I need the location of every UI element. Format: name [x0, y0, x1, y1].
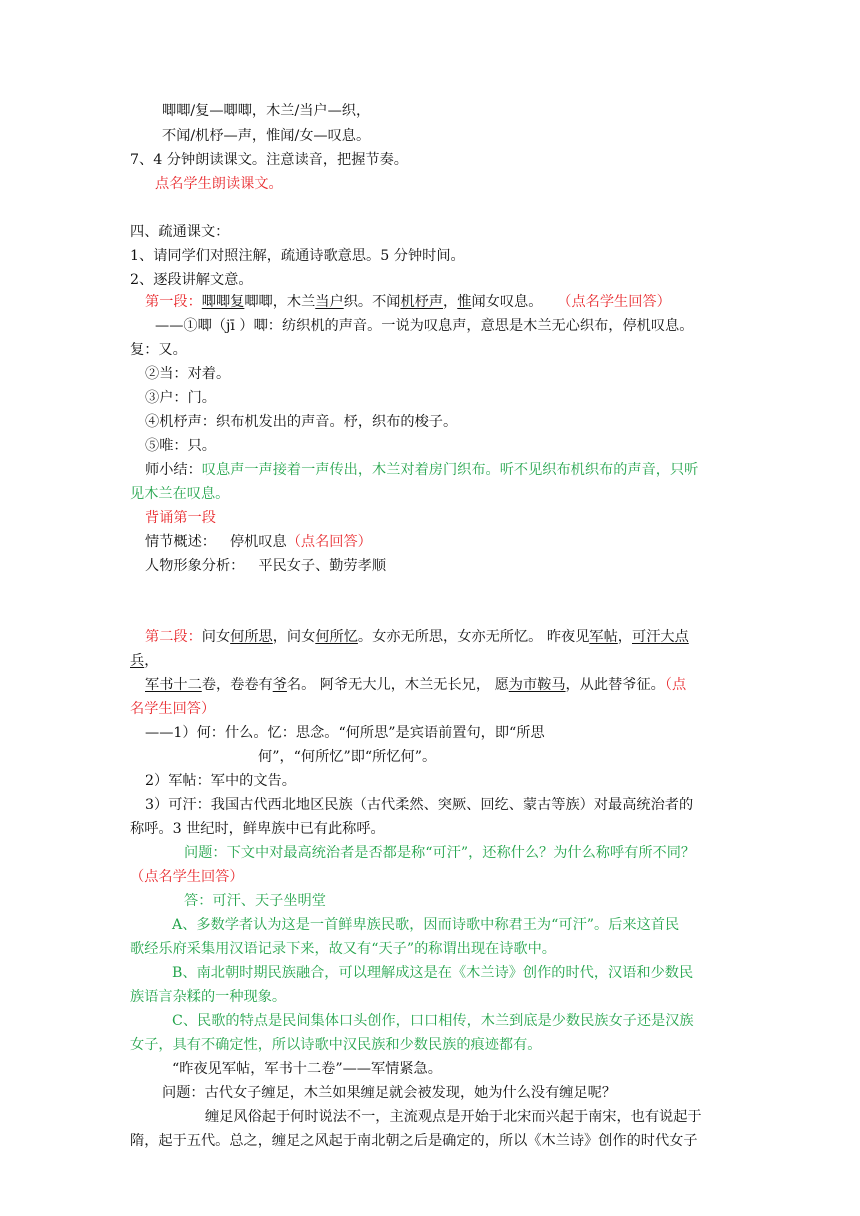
paragraph-2-text-4: 名学生回答）	[130, 701, 216, 717]
plot-summary: 情节概述： 停机叹息（点名回答）	[145, 534, 372, 550]
paragraph-2-text-1: 第二段：问女何所思，问女何所忆。女亦无所思，女亦无所忆。 昨夜见军帖，可汗大点	[145, 629, 689, 645]
annotation-ji: ——①唧（jī ）唧：纺织机的声音。一说为叹息声，意思是木兰无心织布，停机叹息。	[155, 318, 694, 334]
question-kehan: 问题：下文中对最高统治者是否都是称“可汗”，还称什么？为什么称呼有所不同？	[184, 845, 696, 861]
question-kehan-ask: （点名学生回答）	[130, 869, 244, 885]
annotation-hu: ③户：门。	[145, 390, 216, 406]
poem-rhythm-line-2: 不闻/机杼—声，惟闻/女—叹息。	[162, 128, 371, 144]
keyword-danghu: 当户	[315, 294, 344, 310]
answer-point-c-cont: 女子，具有不确定性，所以诗歌中汉民族和少数民族的痕迹都有。	[130, 1037, 542, 1053]
step-7-instruction: 7、4 分钟朗读课文。注意读音，把握节奏。	[130, 152, 408, 168]
poem-rhythm-line-1: 唧唧/复—唧唧，木兰/当户—织，	[162, 103, 371, 119]
annotation-wei: ⑤唯：只。	[145, 438, 216, 454]
step-2-instruction: 2、逐段讲解文意。	[130, 272, 253, 288]
keyword-jijifu: 唧唧复	[201, 294, 245, 310]
military-urgency-note: “昨夜见军帖，军书十二卷”——军情紧急。	[172, 1061, 442, 1077]
character-analysis: 人物形象分析： 平民女子、勤劳孝顺	[145, 558, 387, 574]
paragraph-2-label: 第二段：	[145, 629, 202, 645]
answer-point-a: A、多数学者认为这是一首鲜卑族民歌，因而诗歌中称君王为“可汗”。后来这首民	[172, 917, 680, 933]
paragraph-1-text: 第一段：唧唧复唧唧，木兰当户织。不闻机杼声，惟闻女叹息。 （点名学生回答）	[145, 294, 671, 310]
answer-point-b-cont: 族语言杂糅的一种现象。	[130, 989, 287, 1005]
answer-kehan: 答：可汗、天子坐明堂	[184, 893, 326, 909]
step-1-instruction: 1、请同学们对照注解，疏通诗歌意思。5 分钟时间。	[130, 248, 465, 264]
annotation-he-cont: 何”，“何所忆”即“所忆何”。	[258, 749, 437, 765]
annotation-jizhusheng: ④机杼声：织布机发出的声音。杼，织布的梭子。	[145, 414, 458, 430]
keyword-jizhusheng: 机杼声	[400, 294, 444, 310]
answer-footbinding-cont: 隋，起于五代。总之，缠足之风起于南北朝之后是确定的，所以《木兰诗》创作的时代女子	[130, 1133, 698, 1149]
annotation-juntie: 2）军帖：军中的文告。	[145, 773, 296, 789]
keyword-wei: 惟	[457, 294, 472, 310]
paragraph-1-label: 第一段：	[145, 294, 202, 310]
answer-footbinding: 缠足风俗起于何时说法不一，主流观点是开始于北宋而兴起于南宋，也有说起于	[205, 1109, 702, 1125]
answer-point-c: C、民歌的特点是民间集体口头创作，口口相传，木兰到底是少数民族女子还是汉族	[172, 1013, 694, 1029]
paragraph-2-text-3: 军书十二卷，卷卷有爷名。 阿爷无大儿，木兰无长兄， 愿为市鞍马，从此替爷征。（点	[145, 677, 687, 693]
teacher-summary: 师小结：叹息声一声接着一声传出，木兰对着房门织布。听不见织布机织布的声音，只听	[145, 462, 699, 478]
paragraph-2-text-2: 兵，	[130, 653, 159, 669]
teacher-note-answer: （点名学生回答）	[564, 294, 671, 310]
recite-note: 背诵第一段	[145, 510, 216, 526]
section-heading-4: 四、疏通课文：	[130, 224, 230, 240]
annotation-kehan: 3）可汗：我国古代西北地区民族（古代柔然、突厥、回纥、蒙古等族）对最高统治者的	[145, 797, 694, 813]
annotation-dang: ②当：对着。	[145, 366, 231, 382]
answer-point-a-cont: 歌经乐府采集用汉语记录下来，故又有“天子”的称谓出现在诗歌中。	[130, 941, 556, 957]
annotation-he: ——1）何：什么。忆：思念。“何所思”是宾语前置句，即“所思	[145, 725, 545, 741]
question-footbinding: 问题：古代女子缠足，木兰如果缠足就会被发现，她为什么没有缠足呢？	[162, 1085, 617, 1101]
annotation-fu: 复：又。	[130, 342, 187, 358]
annotation-kehan-cont: 称呼。3 世纪时，鲜卑族中已有此称呼。	[130, 821, 385, 837]
teacher-note-read-aloud: 点名学生朗读课文。	[155, 176, 283, 192]
teacher-summary-cont: 见木兰在叹息。	[130, 486, 230, 502]
answer-point-b: B、南北朝时期民族融合，可以理解成这是在《木兰诗》创作的时代，汉语和少数民	[172, 965, 694, 981]
